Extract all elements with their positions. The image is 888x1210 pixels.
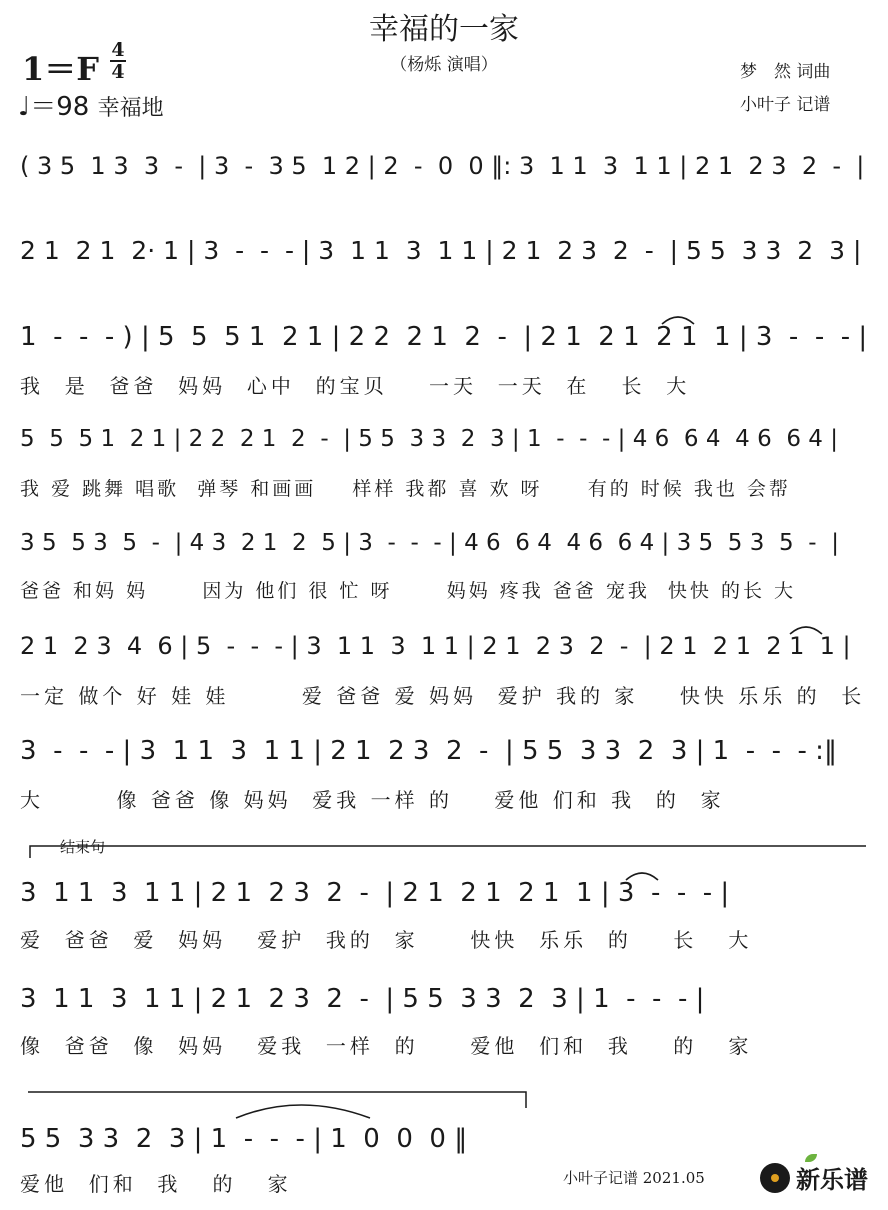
lyrics-line: 爱 爸爸 爱 妈妈 爱护 我的 家 快快 乐乐 的 长 大 — [20, 928, 753, 952]
vinyl-disc-icon — [760, 1163, 790, 1193]
tempo-value: ＝98 — [30, 92, 90, 122]
notation-line: 1 - - - ) | 5 5 5 1 2 1 | 2 2 2 1 2 - | 2 1 2 1 2 1 1 | 3 - - - | — [20, 322, 868, 352]
site-logo[interactable] — [760, 1160, 868, 1195]
lyrics-line: 爸爸 和妈 妈 因为 他们 很 忙 呀 妈妈 疼我 爸爸 宠我 快快 的长 大 — [20, 580, 796, 602]
time-sig-denominator: 4 — [111, 61, 125, 83]
notation-line: 3 - - - | 3 1 1 3 1 1 | 2 1 2 3 2 - | 5 5 3 3 2 3 | 1 - - - :‖ — [20, 736, 837, 766]
transcriber-credit: 小叶子 记谱 — [740, 95, 831, 115]
lyrics-line: 大 像 爸爸 像 妈妈 爱我 一样 的 爱他 们和 我 的 家 — [20, 788, 725, 812]
lyrics-line: 我 爱 跳舞 唱歌 弹琴 和画画 样样 我都 喜 欢 呀 有的 时候 我也 会帮 — [20, 478, 791, 500]
notation-line: 3 1 1 3 1 1 | 2 1 2 3 2 - | 5 5 3 3 2 3 | 1 - - - | — [20, 984, 705, 1014]
singer-credit: （杨烁 演唱） — [390, 55, 498, 75]
slur — [626, 873, 658, 880]
slur — [662, 317, 694, 324]
notation-line: 2 1 2 3 4 6 | 5 - - - | 3 1 1 3 1 1 | 2 1 2 3 2 - | 2 1 2 1 2 1 1 | — [20, 632, 851, 660]
quarter-note-icon: ♩ — [18, 92, 31, 122]
tie — [236, 1105, 370, 1118]
notation-line: 2 1 2 1 2· 1 | 3 - - - | 3 1 1 3 1 1 | 2 1 2 3 2 - | 5 5 3 3 2 3 | — [20, 236, 862, 265]
notation-line: 5 5 3 3 2 3 | 1 - - - | 1 0 0 0 ‖ — [20, 1124, 468, 1154]
time-sig-numerator: 4 — [111, 39, 125, 61]
lyrics-line: 一定 做个 好 娃 娃 爱 爸爸 爱 妈妈 爱护 我的 家 快快 乐乐 的 长 — [20, 684, 866, 708]
composer-credit: 梦 然 词曲 — [740, 62, 831, 82]
notation-line: 3 1 1 3 1 1 | 2 1 2 3 2 - | 2 1 2 1 2 1 1 | 3 - - - | — [20, 878, 730, 908]
final-bracket — [28, 1092, 526, 1108]
notation-line: 3 5 5 3 5 - | 4 3 2 1 2 5 | 3 - - - | 4 6 6 4 4 6 6 4 | 3 5 5 3 5 - | — [20, 530, 839, 556]
logo-text: 新乐谱 — [796, 1166, 868, 1194]
lyrics-line: 像 爸爸 像 妈妈 爱我 一样 的 爱他 们和 我 的 家 — [20, 1034, 753, 1058]
ending-label: 结束句 — [60, 838, 106, 856]
footer-credit: 小叶子记谱 2021.05 — [563, 1169, 705, 1187]
key-signature: 1＝F — [22, 50, 99, 88]
song-title: 幸福的一家 — [369, 12, 519, 47]
notation-line: ( 3 5 1 3 3 - | 3 - 3 5 1 2 | 2 - 0 0 ‖: 3 1 1 3 1 1 | 2 1 2 3 2 - | — [20, 152, 865, 180]
notation-line: 5 5 5 1 2 1 | 2 2 2 1 2 - | 5 5 3 3 2 3 | 1 - - - | 4 6 6 4 4 6 6 4 | — [20, 426, 838, 452]
tempo-mood: 幸福地 — [97, 96, 164, 121]
ending-bracket — [30, 846, 866, 858]
lyrics-line: 爱他 们和 我 的 家 — [20, 1172, 292, 1196]
slur — [790, 627, 822, 634]
lyrics-line: 我 是 爸爸 妈妈 心中 的宝贝 一天 一天 在 长 大 — [20, 374, 691, 398]
